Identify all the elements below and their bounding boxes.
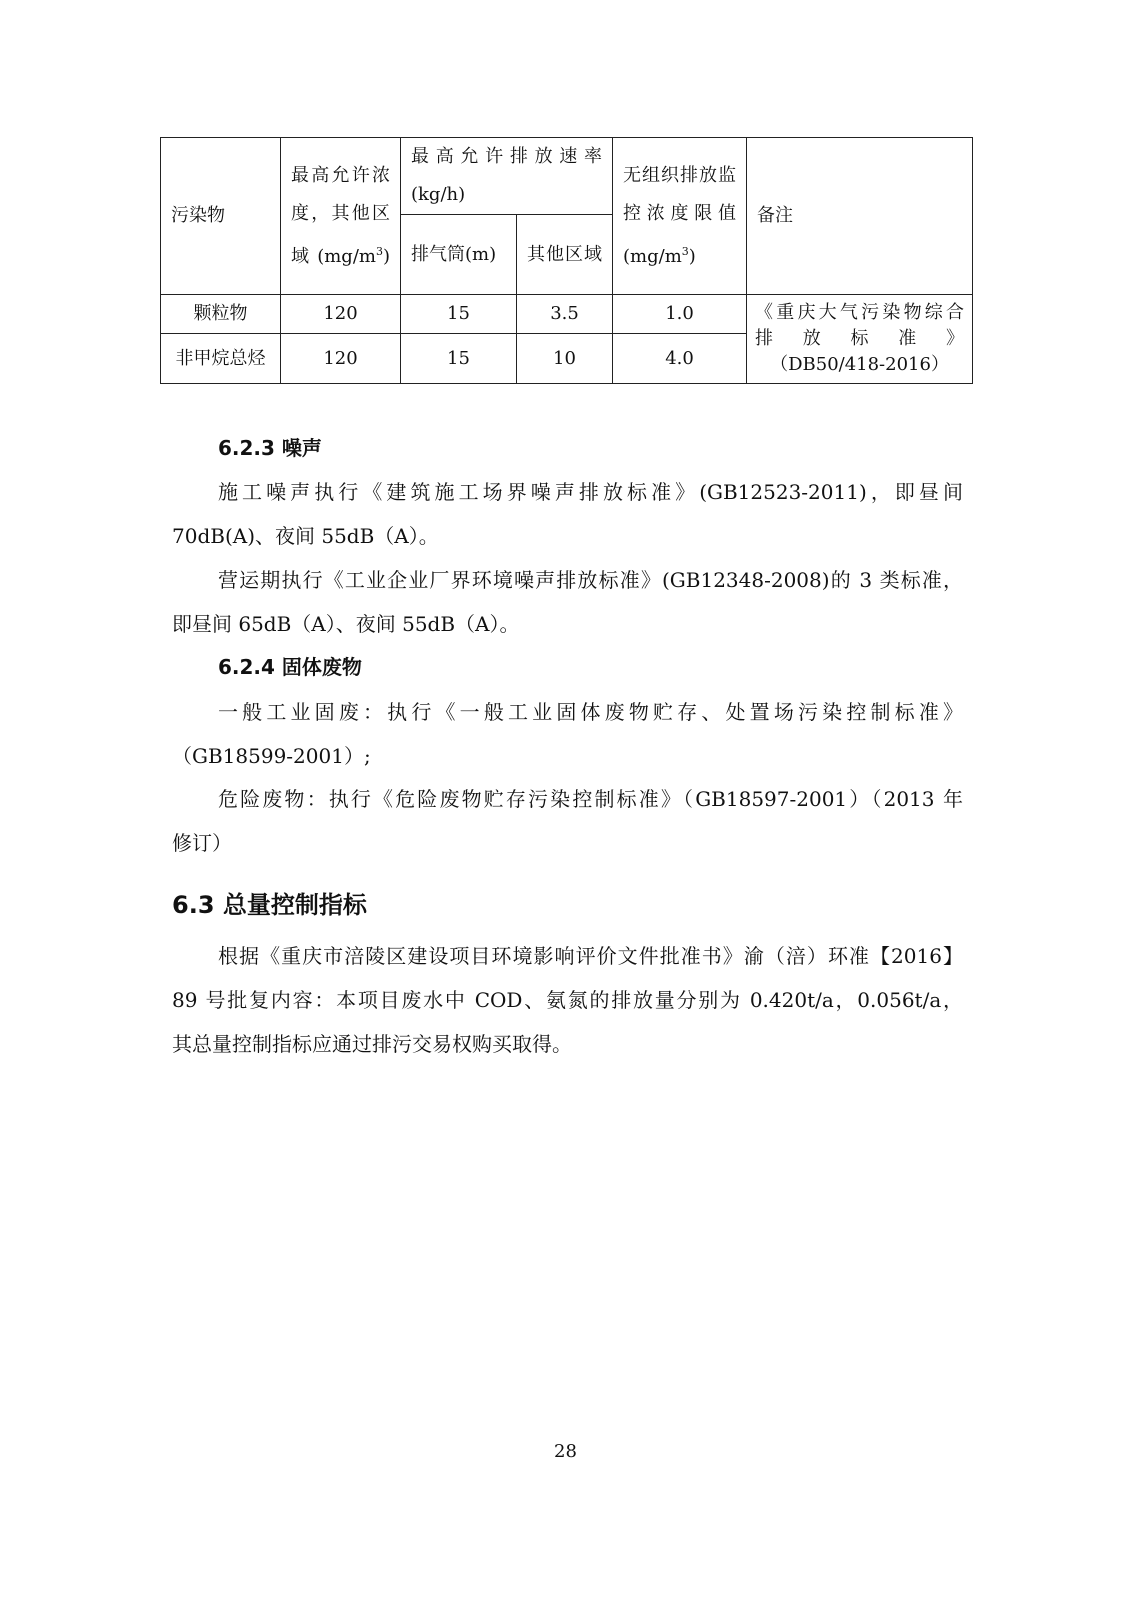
paragraph-line: 修订） [172,831,232,855]
cell-max-conc: 120 [281,295,401,334]
paragraph-line: 营运期执行《工业企业厂界环境噪声排放标准》(GB12348-2008)的 3 类标准， [218,568,963,592]
paragraph-line: 施工噪声执行《建筑施工场界噪声排放标准》(GB12523-2011)，即昼间 [218,480,963,504]
paragraph-line: 根据《重庆市涪陵区建设项目环境影响评价文件批准书》渝（涪）环准【2016】 [218,944,963,968]
cell-limit: 4.0 [613,334,747,384]
paragraph-line: 其总量控制指标应通过排污交易权购买取得。 [172,1032,572,1056]
cell-max-conc: 120 [281,334,401,384]
cell-stack: 15 [401,334,517,384]
header-pollutant: 污染物 [161,138,281,295]
paragraph-line: 一般工业固废：执行《一般工业固体废物贮存、处置场污染控制标准》 [218,700,963,724]
paragraph-line: （GB18599-2001）; [172,744,371,768]
cell-rate: 3.5 [517,295,613,334]
header-unorganized-limit: 无组织排放监控浓度限值$(mg/m^3)$ [613,138,747,295]
header-stack-height: 排气筒(m) [401,215,517,295]
paragraph-line: 89 号批复内容：本项目废水中 COD、氨氮的排放量分别为 0.420t/a，0.056t/a， [172,988,963,1012]
heading-total-control: 6.3 总量控制指标 [172,891,367,919]
cell-limit: 1.0 [613,295,747,334]
heading-solid-waste: 6.2.4 固体废物 [218,655,362,679]
paragraph-line: 危险废物：执行《危险废物贮存污染控制标准》（GB18597-2001）（2013 年 [218,787,963,811]
cell-stack: 15 [401,295,517,334]
cell-note: 《重庆大气污染物综合 排放标准》 （DB50/418-2016） [747,295,973,384]
header-emission-rate: 最高允许排放速率(kg/h) [401,138,613,215]
cell-rate: 10 [517,334,613,384]
header-max-concentration: 最高允许浓度，其他区域$(mg/m^3)$ [281,138,401,295]
header-note: 备注 [747,138,973,295]
heading-noise: 6.2.3 噪声 [218,436,322,460]
paragraph-line: 70dB(A)、夜间 55dB（A）。 [172,524,439,548]
cell-pollutant: 非甲烷总烃 [161,334,281,384]
cell-pollutant: 颗粒物 [161,295,281,334]
paragraph-line: 即昼间 65dB（A）、夜间 55dB（A）。 [172,612,520,636]
table-row [161,295,973,334]
header-other-region: 其他区域 [517,215,613,295]
emission-standard-table [160,137,973,384]
page-number: 28 [554,1441,577,1462]
